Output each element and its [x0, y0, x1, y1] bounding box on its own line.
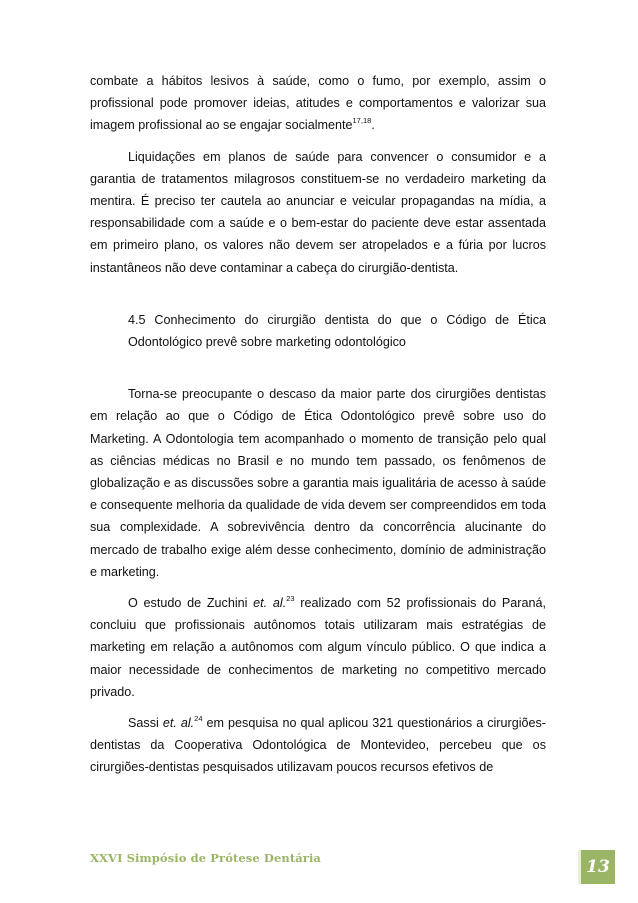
citation-17-18: 17,18	[352, 116, 372, 126]
page-number: 13	[586, 857, 610, 877]
paragraph-5-text: em pesquisa no qual aplicou 321 questionários a cirurgiões-dentistas da Cooperativa Odontológica de Montevideo, percebeu que os cirurgiões-dentistas pesquisados utilizavam poucos recursos efetivos de	[90, 716, 547, 775]
et-al-italic: et. al.	[253, 596, 287, 611]
paragraph-1	[90, 70, 546, 137]
citation-23: 23	[286, 594, 295, 604]
footer-title: XXVI Simpósio de Prótese Dentária	[90, 851, 321, 865]
paragraph-5	[90, 712, 546, 779]
paragraph-4	[90, 592, 546, 703]
et-al-italic: et. al.	[162, 716, 195, 731]
paragraph-1-end: .	[371, 118, 375, 133]
paragraph-5-lead: Sassi	[128, 716, 163, 731]
page-number-badge	[578, 850, 615, 884]
paragraph-4-text: realizado com 52 profissionais do Paraná, concluiu que profissionais autônomos totais utilizaram mais estratégias de marketing em relação a autônomos com algum vínculo público. O que indica a maior necessidade de conhecimentos de marketing no competitivo mercado privado.	[90, 596, 547, 699]
citation-24: 24	[194, 714, 203, 724]
paragraph-1-text: combate a hábitos lesivos à saúde, como o fumo, por exemplo, assim o profissional pode promover ideias, atitudes e comportamentos e valorizar sua imagem profissional ao se engajar socialmente	[90, 74, 546, 133]
paragraph-2: Liquidações em planos de saúde para convencer o consumidor e a garantia de tratamentos milagrosos constituem-se no verdadeiro marketing da mentira. É preciso ter cautela ao anunciar e veicular propagandas na mídia, a responsabilidade com a saúde e o bem-estar do paciente deve estar assentada em primeiro plano, os valores não devem ser atropelados e a fúria por lucros instantâneos não deve contaminar a cabeça do cirurgião-dentista.	[90, 149, 546, 275]
section-heading: 4.5 Conhecimento do cirurgião dentista do que o Código de Ética Odontológico prevê sobre marketing odontológico	[128, 312, 546, 350]
body-text	[90, 70, 546, 779]
paragraph-3: Torna-se preocupante o descaso da maior parte dos cirurgiões dentistas em relação ao que o Código de Ética Odontológico prevê sobre uso do Marketing. A Odontologia tem acompanhado o momento de transição pelo qual as ciências médicas no Brasil e no mundo tem passado, os fenômenos de globalização e as discussões sobre a garantia mais igualitária de acesso à saúde e consequente melhoria da qualidade de vida devem ser compreendidos em toda sua complexidade. A sobrevivência dentro da concorrência alucinante do mercado de trabalho exige além desse conhecimento, domínio de administração e marketing.	[90, 387, 546, 579]
paragraph-4-lead: O estudo de Zuchini	[128, 596, 254, 611]
